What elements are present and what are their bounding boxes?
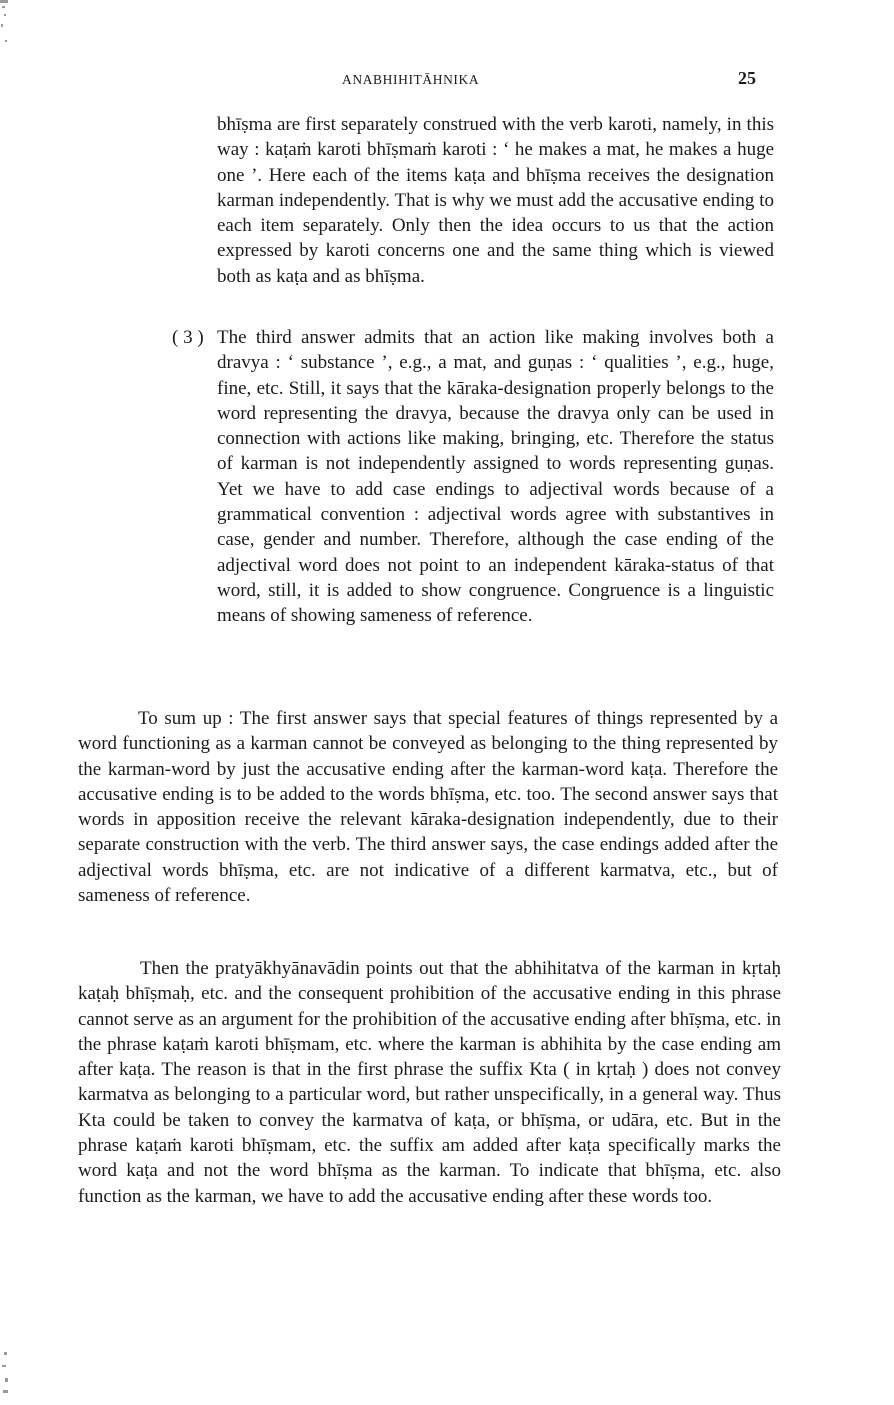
page-number: 25: [738, 68, 756, 88]
third-answer-text: The third answer admits that an action like making involves both a dravya : ‘ substance ’, e.g., a mat, and guṇas : ‘ qualities ’, e.g., huge, fine, etc. Still, it says that the kāraka-designation properly belongs to the word representing the dravya, because the dravya only can be used in connection with actions like making, bringing, etc. Therefore the status of karman is not independently assigned to words representing guṇas. Yet we have to add case endings to adjectival words because of a grammatical convention : adjectival words agree with substantives in case, gender and number. Therefore, although the case ending of the adjectival word does not point to an independent kāraka-status of that word, still, it is added to show congruence. Congruence is a linguistic means of showing sameness of reference.: [217, 327, 774, 627]
page-header: [0, 68, 894, 92]
item-marker: ( 3 ): [172, 327, 204, 348]
pratyakhyanavadin-paragraph: Then the pratyākhyānavādin points out that the abhihitatva of the karman in kṛtaḥ kaṭaḥ bhīṣmaḥ, etc. and the consequent prohibition of the accusative ending in this phrase cannot serve as an argument for the prohibition of the accusative ending after bhīṣma, etc. in the phrase kaṭaṁ karoti bhīṣmam, etc. where the karman is abhihita by the case ending am after kaṭa. The reason is that in the first phrase the suffix Kta ( in kṛtaḥ ) does not convey karmatva as belonging to a particular word, but rather unspecifically, in a general way. Thus Kta could be taken to convey the karmatva of kaṭa, or bhīṣma, or udāra, etc. But in the phrase kaṭaṁ karoti bhīṣmam, etc. the suffix am added after kaṭa specifically marks the word kaṭa and not the word bhīṣma as the karman. To indicate that bhīṣma, etc. also function as the karman, we have to add the accusative ending after these words too.: [78, 958, 781, 1207]
summary-paragraph: To sum up : The first answer says that special features of things represented by a word functioning as a karman cannot be conveyed as belonging to the thing represented by the karman-word by just the accusative ending after the karman-word kaṭa. Therefore the accusative ending is to be added to the words bhīṣma, etc. too. The second answer says that words in apposition receive the relevant kāraka-designation independently, due to their separate construction with the verb. The third answer says, the case endings added after the adjectival words bhīṣma, etc. are not indicative of a different karmatva, etc., but of sameness of reference.: [78, 708, 778, 907]
continuation-paragraph: bhīṣma are first separately construed with the verb karoti, namely, in this way : kaṭaṁ karoti bhīṣmaṁ karoti : ‘ he makes a mat, he makes a huge one ’. Here each of the items kaṭa and bhīṣma receives the designation karman independently. That is why we must add the accusative ending to each item separately. Only then the idea occurs to us that the action expressed by karoti concerns one and the same thing which is viewed both as kaṭa and as bhīṣma.: [217, 114, 774, 287]
running-title: ANABHIHITĀHNIKA: [342, 72, 480, 87]
